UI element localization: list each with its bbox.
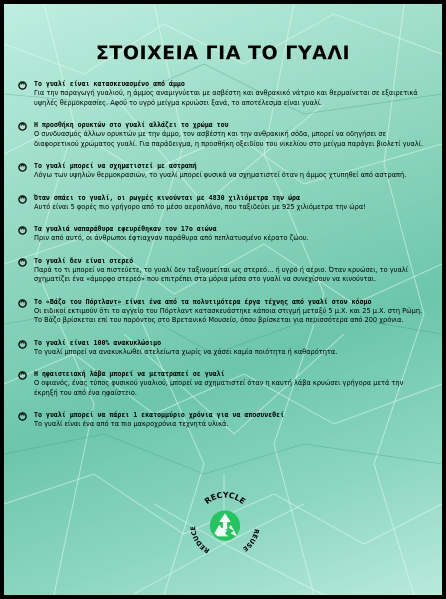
recycle-bullet-icon <box>18 340 27 349</box>
fact-heading: Τα γυαλιά ναπαράθυρα εφευρέθηκαν τον 17ο αιώνα <box>34 225 217 233</box>
fact-text: Αυτό είναι 5 φορές πιο γρήγορο από το μέσο αεροπλάνο, που ταξιδεύει με 925 χιλιόμετρα την ώρα! <box>34 202 366 211</box>
facts-list <box>18 80 428 443</box>
fact-text: Το γυαλί είναι ένα από τα πιο μακροχρόνια τεχνητά υλικά. <box>34 420 229 428</box>
glass-facts-poster <box>4 4 442 595</box>
poster-title: ΣΤΟΙΧΕΙΑ ΓΙΑ ΤΟ ΓΥΑΛΙ <box>95 42 351 64</box>
fact-heading: Η ηφαιστειακή λάβα μπορεί να μετατραπεί σε γυαλί <box>34 370 225 378</box>
fact-item <box>18 121 428 149</box>
fact-text: Πριν από αυτό, οι άνθρωποι έφτιαχναν παράθυρα από πεπλατυσμένο κέρατο ζώου. <box>34 234 309 242</box>
fact-heading: Το γυαλί δεν είναι στερεό <box>34 256 134 265</box>
fact-item <box>18 298 428 326</box>
fact-heading: Η προσθήκη ορυκτών στο γυαλί αλλάζει το χρώμα του <box>34 121 229 129</box>
fact-heading: Το γυαλί μπορεί να σχηματιστεί με αστραπή <box>34 162 197 170</box>
fact-item <box>18 411 428 430</box>
fact-heading: Το γυαλί είναι κατασκευασμένο από άμμο <box>34 80 185 88</box>
recycle-bullet-icon <box>18 412 27 421</box>
fact-item <box>18 257 428 285</box>
fact-item <box>18 194 428 213</box>
fact-text: Ο οψιανός, ένας τύπος φυσικού γυαλιού, μπορεί να σχηματιστεί όταν η καυτή λάβα κρυώσει γρήγορα μετά την έκρηξή του από ένα ηφαίστειο. <box>34 379 404 397</box>
recycle-bullet-icon <box>18 258 27 267</box>
fact-heading: Το γυαλί μπορεί να πάρει 1 εκατομμύριο χρόνια για να αποσυνεθεί <box>34 411 285 419</box>
fact-heading: Όταν σπάει το γυαλί, οι ρωγμές κινούνται με 4830 χιλιόμετρα την ώρα <box>34 193 300 202</box>
fact-heading: Το γυαλί είναι 100% ανακυκλώσιμο <box>34 338 162 347</box>
svg-text:RECYCLE <box>203 490 247 506</box>
fact-text: Λόγω των υψηλών θερμοκρασιών, το γυαλί μπορεί φυσικά να σχηματιστεί όταν η άμμος χτυπηθεί από αστραπή. <box>34 171 407 179</box>
logo-reduce-text: REDUCE <box>189 525 211 555</box>
recycle-bullet-icon <box>18 371 27 380</box>
fact-heading: Το «Βάζο του Πόρτλαντ» είναι ένα από τα πολυτιμότερα έργα τέχνης από γυαλί στον κόσμο <box>34 297 372 306</box>
fact-item <box>18 162 428 181</box>
fact-text: Για την παραγωγή γυαλιού, η άμμος αναμιγνύεται με ασβέστη και ανθρακικό νάτριο και θερμαίνεται σε εξαιρετικά υψηλές θερμοκρασίες. Αφού το υγρό μείγμα κρυώσει ξανά, το αποτέλεσμα είναι γυαλί. <box>34 89 418 107</box>
recycle-bullet-icon <box>18 81 27 90</box>
fact-item <box>18 370 428 398</box>
recycle-bullet-icon <box>18 226 27 235</box>
fact-text: Παρά το τι μπορεί να πιστεύετε, το γυαλί δεν ταξινομείται ως στερεό... ή υγρό ή αέριο. Όταν κρυώσει, το γυαλί σχηματίζει ένα «άμορφο στερεό» που επιτρέπει στα μόρια μέσα στο γυαλί να συνεχίσουν να κινούνται. <box>34 265 408 283</box>
recycle-bullet-icon <box>18 299 27 308</box>
logo-recycle-text: RECYCLE <box>202 490 248 507</box>
svg-text:REUSE <box>241 528 260 553</box>
fact-item <box>18 225 428 244</box>
fact-text: Οι ειδικοί εκτιμούν ότι το αγγείο του Πόρτλαντ κατασκευάστηκε κάποια στιγμή μεταξύ 5 μ.Χ. και 25 μ.Χ. στη Ρώμη. Το Βάζο βρίσκεται επί του παρόντος στο Βρετανικό Μουσείο, όπου βρίσκεται για περισσότερα από 200 χρόνια. <box>34 306 423 324</box>
logo-reuse-text: REUSE <box>241 528 261 554</box>
recycle-bullet-icon <box>18 163 27 172</box>
recycle-bullet-icon <box>18 195 27 204</box>
recycle-logo <box>189 486 261 558</box>
fact-text: Ο συνδυασμός άλλων ορυκτών με την άμμο, τον ασβέστη και την ανθρακική σόδα, μπορεί να οδηγήσει σε διαφορετικού χρώματος γυαλί. Για παράδειγμα, η προσθήκη οξειδίου του νικελίου στο μείγμα παράγει βιολετί γυαλί. <box>34 130 423 148</box>
recycle-bullet-icon <box>18 122 27 131</box>
fact-item <box>18 339 428 358</box>
fact-item <box>18 80 428 108</box>
svg-text:REDUCE <box>189 526 211 555</box>
fact-text: Το γυαλί μπορεί να ανακυκλωθεί ατελείωτα χωρίς να χάσει καμία ποιότητα ή καθαρότητα. <box>34 347 338 356</box>
recycle-icon <box>210 510 240 540</box>
